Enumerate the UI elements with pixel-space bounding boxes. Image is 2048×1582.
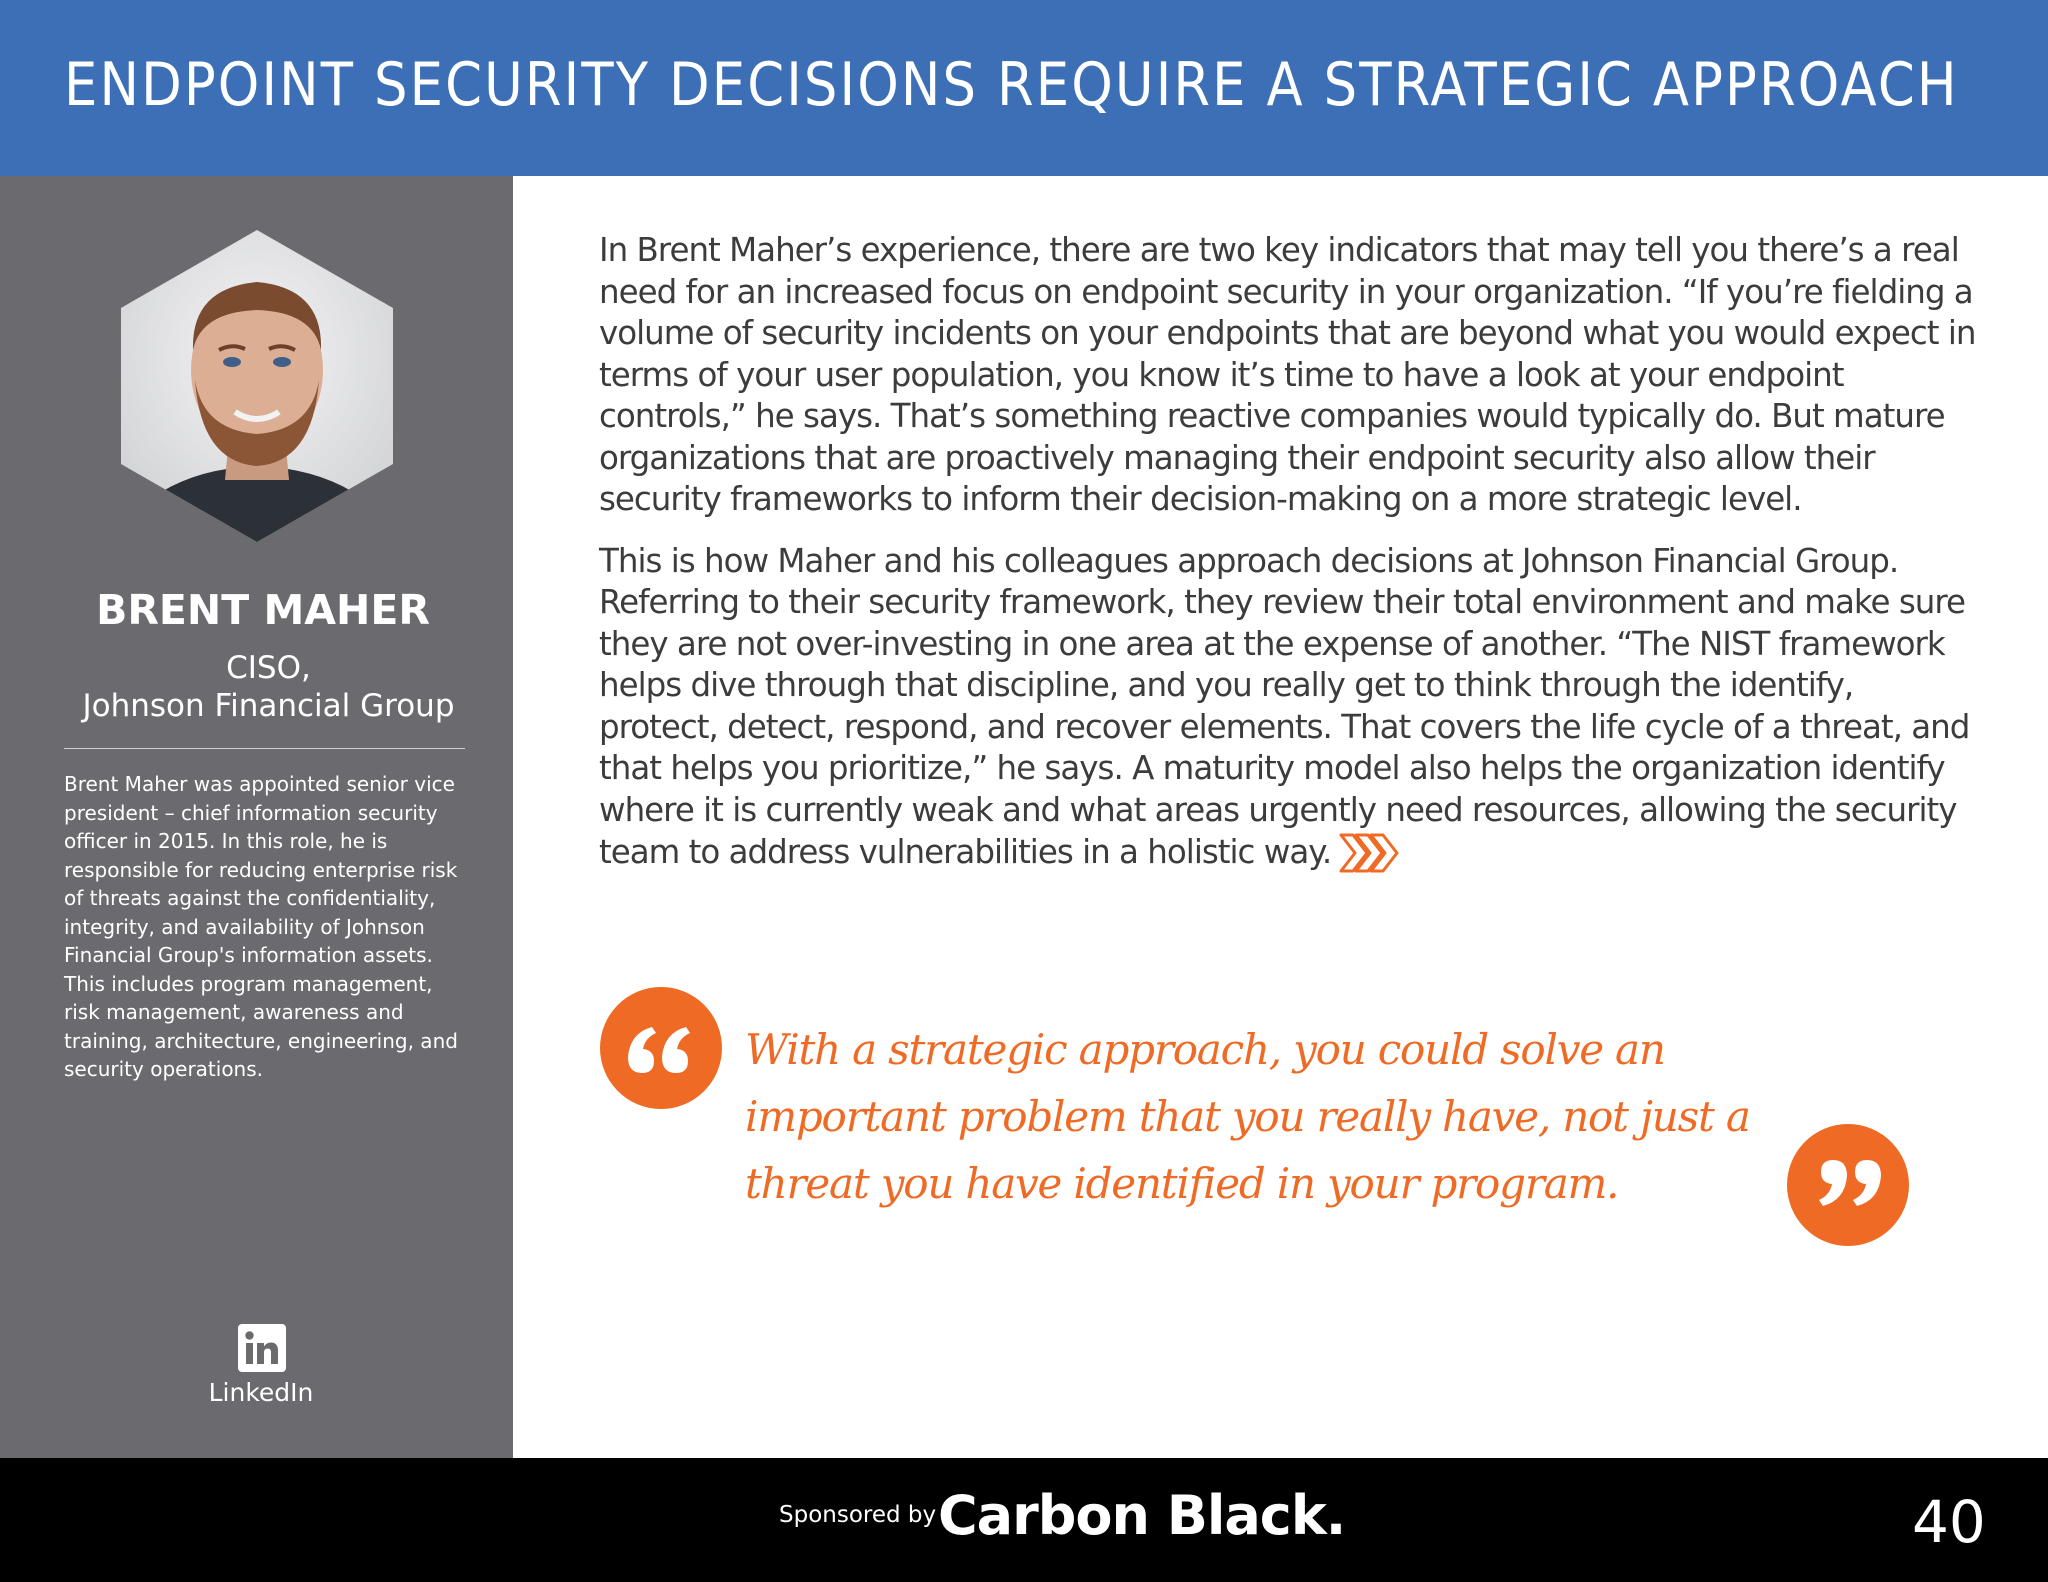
footer-bar xyxy=(0,1458,2048,1582)
article-body xyxy=(599,230,1979,895)
profile-name: BRENT MAHER xyxy=(96,586,430,634)
open-quote-icon xyxy=(600,987,722,1109)
profile-sidebar xyxy=(0,176,513,1458)
chevrons-right-icon xyxy=(1339,831,1401,875)
paragraph-text: This is how Maher and his colleagues approach decisions at Johnson Financial Group. Referring to their security framework, they review their total environment and make sure they are not over-investing in one area at the expense of another. “The NIST framework helps dive through that discipline, and you really get to think through the identify, protect, detect, respond, and recover elements. That covers the life cycle of a threat, and that helps you prioritize,” he says. A maturity model also helps the organization identify where it is currently weak and what areas urgently need resources, allowing the security team to address vulnerabilities in a holistic way. xyxy=(599,541,1970,871)
linkedin-link[interactable]: LinkedIn xyxy=(208,1378,314,1407)
paragraph xyxy=(599,541,1979,876)
profile-role: CISO, xyxy=(226,650,311,686)
pull-quote: With a strategic approach, you could solve an important problem that you really have, not just a threat you have identified in your program. xyxy=(745,1025,1750,1208)
header-bar xyxy=(0,0,2048,176)
linkedin-icon[interactable] xyxy=(238,1324,286,1372)
divider xyxy=(64,748,465,749)
sponsored-label: Sponsored by xyxy=(779,1502,937,1528)
page-number: 40 xyxy=(1912,1488,1986,1556)
paragraph: In Brent Maher’s experience, there are two key indicators that may tell you there’s a real need for an increased focus on endpoint security in your organization. “If you’re fielding a volume of security incidents on your endpoints that are beyond what you would expect in terms of your user population, you know it’s time to have a look at your endpoint controls,” he says. That’s something reactive companies would typically do. But mature organizations that are proactively managing their endpoint security also allow their security frameworks to inform their decision-making on a more strategic level. xyxy=(599,231,1976,518)
avatar xyxy=(121,230,393,542)
sponsor-logo: Carbon Black. xyxy=(938,1484,1346,1547)
profile-bio: Brent Maher was appointed senior vice president – chief information security officer in 2015. In this role, he is responsible for reducing enterprise risk of threats against the confidentiality, integrity, and availability of Johnson Financial Group's information assets. This includes program management, risk management, awareness and training, architecture, engineering, and security operations. xyxy=(64,772,458,1081)
profile-organization: Johnson Financial Group xyxy=(82,688,455,724)
page-title: ENDPOINT SECURITY DECISIONS REQUIRE A STRATEGIC APPROACH xyxy=(64,50,1959,120)
close-quote-icon xyxy=(1787,1124,1909,1246)
